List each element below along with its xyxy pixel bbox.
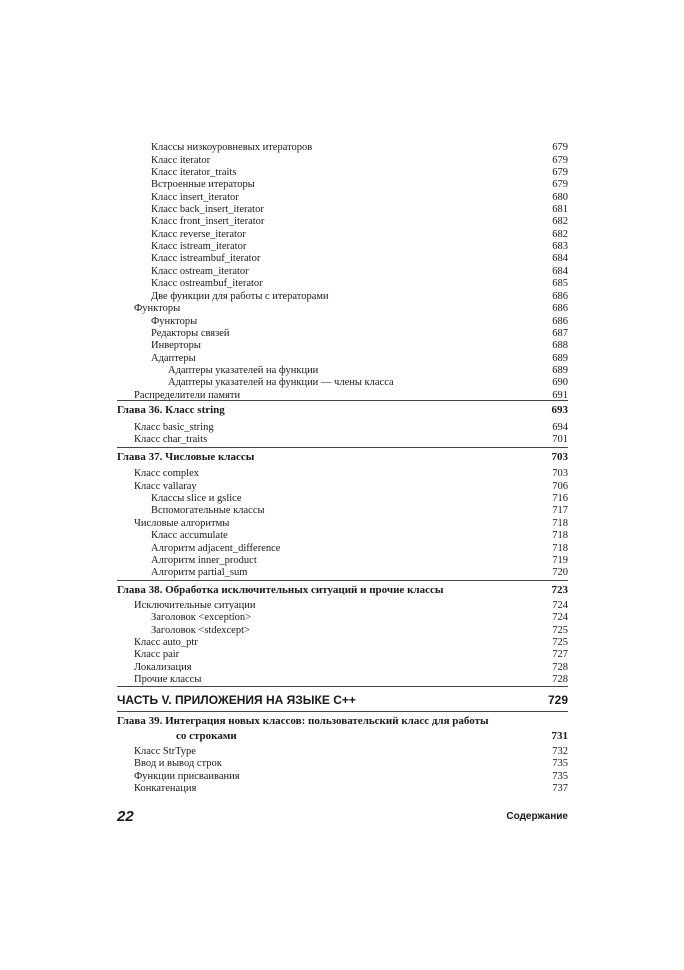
toc-entry-page: 724 <box>552 600 568 611</box>
toc-entry-title: Вспомогательные классы <box>151 505 265 516</box>
toc-entry-title: Алгоритм adjacent_difference <box>151 543 281 554</box>
section-divider <box>117 400 568 401</box>
toc-entry-page: 690 <box>552 377 568 388</box>
section-divider <box>117 580 568 581</box>
toc-entry-title: Конкатенация <box>134 783 197 794</box>
toc-entry-title: Встроенные итераторы <box>151 179 255 190</box>
toc-entry-page: 703 <box>551 451 568 463</box>
toc-entry-title: Глава 39. Интеграция новых классов: пользовательский класс для работы <box>117 715 489 727</box>
toc-entry-title: Класс accumulate <box>151 530 228 541</box>
toc-entry-page: 681 <box>552 204 568 215</box>
toc-entry-page: 723 <box>551 584 568 596</box>
toc-entry-title: Класс auto_ptr <box>134 637 198 648</box>
toc-entry-title: Класс istreambuf_iterator <box>151 253 261 264</box>
toc-entry-page: 682 <box>552 229 568 240</box>
toc-entry-page: 718 <box>552 530 568 541</box>
toc-entry-page: 717 <box>552 505 568 516</box>
toc-entry-page: 691 <box>552 390 568 401</box>
toc-entry-page: 684 <box>552 253 568 264</box>
toc-entry-title: Классы низкоуровневых итераторов <box>151 142 313 153</box>
toc-entry-page: 686 <box>552 316 568 327</box>
toc-entry-title: Класс StrType <box>134 746 196 757</box>
toc-entry-page: 719 <box>552 555 568 566</box>
toc-entry-page: 729 <box>547 693 568 707</box>
toc-entry-title: Класс ostreambuf_iterator <box>151 278 263 289</box>
toc-entry-title: Адаптеры указателей на функции <box>168 365 319 376</box>
toc-entry-title: Глава 37. Числовые классы <box>117 451 255 463</box>
toc-entry-title: Глава 38. Обработка исключительных ситуаций и прочие классы <box>117 584 444 596</box>
toc-entry-page: 725 <box>552 637 568 648</box>
toc-entry-title: ЧАСТЬ V. ПРИЛОЖЕНИЯ НА ЯЗЫКЕ С++ <box>117 693 356 707</box>
toc-entry-page: 725 <box>552 625 568 636</box>
toc-entry-title: Класс iterator_traits <box>151 167 237 178</box>
section-divider <box>117 686 568 687</box>
toc-entry-title: Адаптеры <box>151 353 196 364</box>
toc-entry-page: 720 <box>552 567 568 578</box>
toc-entry-title: Класс pair <box>134 649 180 660</box>
toc-entry-page: 718 <box>552 543 568 554</box>
toc-entry-page: 679 <box>552 179 568 190</box>
toc-entry-title: Класс istream_iterator <box>151 241 247 252</box>
toc-entry-title: Числовые алгоритмы <box>134 518 230 529</box>
toc-entry-page: 732 <box>552 746 568 757</box>
toc-entry-page: 737 <box>552 783 568 794</box>
toc-entry-title: Две функции для работы с итераторами <box>151 291 329 302</box>
toc-entry-title: Класс front_insert_iterator <box>151 216 265 227</box>
toc-entry-title: Распределители памяти <box>134 390 241 401</box>
toc-entry-page: 716 <box>552 493 568 504</box>
section-divider <box>117 447 568 448</box>
toc-entry-page: 685 <box>552 278 568 289</box>
toc-entry-title: Инверторы <box>151 340 201 351</box>
toc-entry-title: Класс basic_string <box>134 422 214 433</box>
toc-entry-page: 728 <box>552 662 568 673</box>
toc-entry-title: Адаптеры указателей на функции — члены класса <box>168 377 394 388</box>
toc-entry-page: 706 <box>552 481 568 492</box>
toc-entry-title: Алгоритм inner_product <box>151 555 257 566</box>
toc-entry-title: Ввод и вывод строк <box>134 758 222 769</box>
toc-entry-title: Заголовок <exception> <box>151 612 252 623</box>
toc-entry-title: Заголовок <stdexcept> <box>151 625 250 636</box>
toc-entry-page: 718 <box>552 518 568 529</box>
toc-entry-title: Класс insert_iterator <box>151 192 239 203</box>
toc-entry-page: 731 <box>551 730 568 742</box>
toc-entry-title: Класс ostream_iterator <box>151 266 249 277</box>
toc-entry-page: 679 <box>552 142 568 153</box>
toc-entry-title: Класс vallaray <box>134 481 197 492</box>
toc-entry-page: 686 <box>552 291 568 302</box>
toc-entry-title: Класс iterator <box>151 155 211 166</box>
toc-entry-title: Исключительные ситуации <box>134 600 256 611</box>
toc-entry-title: Алгоритм partial_sum <box>151 567 248 578</box>
toc-entry-title: Класс complex <box>134 468 200 479</box>
toc-entry-title: Глава 36. Класс string <box>117 404 225 416</box>
toc-entry-page: 694 <box>552 422 568 433</box>
toc-entry-title: Классы slice и gslice <box>151 493 242 504</box>
toc-entry-page: 689 <box>552 353 568 364</box>
toc-entry-page: 728 <box>552 674 568 685</box>
toc-entry-page: 703 <box>552 468 568 479</box>
toc-entry-page: 682 <box>552 216 568 227</box>
toc-entry-title: Класс char_traits <box>134 434 208 445</box>
toc-entry-title: Функторы <box>134 303 181 314</box>
toc-entry-page: 679 <box>552 167 568 178</box>
toc-entry-title: Функторы <box>151 316 198 327</box>
toc-entry-title: Редакторы связей <box>151 328 230 339</box>
toc-entry-page: 693 <box>551 404 568 416</box>
toc-entry-page: 727 <box>552 649 568 660</box>
toc-entry-page: 701 <box>552 434 568 445</box>
toc-entry-title: Класс reverse_iterator <box>151 229 246 240</box>
toc-entry-title: Локализация <box>134 662 192 673</box>
toc-entry-page: 680 <box>552 192 568 203</box>
toc-entry-page: 688 <box>552 340 568 351</box>
toc-entry-title: Класс back_insert_iterator <box>151 204 264 215</box>
toc-entry-page: 683 <box>552 241 568 252</box>
toc-entry-page: 686 <box>552 303 568 314</box>
toc-entry-page: 735 <box>552 771 568 782</box>
toc-entry-page: 735 <box>552 758 568 769</box>
toc-entry-page: 679 <box>552 155 568 166</box>
toc-entry-page: 724 <box>552 612 568 623</box>
toc-entry-title: Прочие классы <box>134 674 202 685</box>
toc-entry-page: 687 <box>552 328 568 339</box>
section-divider <box>117 711 568 712</box>
page-number: 22 <box>117 808 134 825</box>
toc-entry-page: 689 <box>552 365 568 376</box>
running-footer-title: Содержание <box>506 811 568 822</box>
toc-entry-title: со строками <box>176 730 237 742</box>
toc-entry-page: 684 <box>552 266 568 277</box>
toc-entry-title: Функции присваивания <box>134 771 240 782</box>
